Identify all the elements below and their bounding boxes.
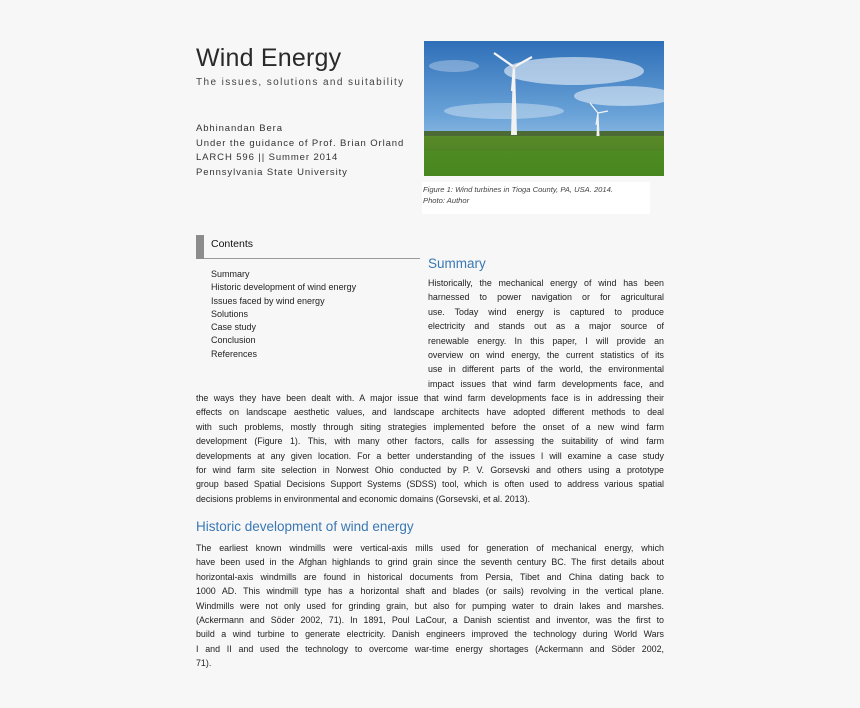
text-line: 71).: [196, 658, 212, 669]
text-line: electricity and stands out as a major source of: [428, 321, 664, 332]
text-line: use. Today wind energy is captured to produce: [428, 306, 664, 317]
text-line: impact issues that wind farm developments face, and: [428, 378, 664, 389]
text-line: Historically, the mechanical energy of wind has been: [428, 278, 664, 288]
text-line: development (Figure 1). This, with many other factors, calls for assessing the suitability of wind farm: [196, 436, 664, 447]
text-line: harnessed to power navigation or for agricultural: [428, 292, 664, 303]
historic-paragraph: [196, 541, 664, 671]
toc-item[interactable]: References: [211, 348, 258, 359]
text-line: I and II and used the technology to overcome war-time energy shortages (Ackermann and Söder 2002,: [196, 643, 664, 654]
text-line: have been used in the Afghan highlands to grind grain since the seventh century BC. The first details about: [196, 557, 664, 568]
toc-item[interactable]: Case study: [211, 322, 257, 333]
document-title: Wind Energy: [196, 44, 342, 72]
text-line: (Ackermann and Söder 2002, 71). In 1891, Poul LaCour, a Danish scientist and inventor, was the first to: [196, 614, 664, 625]
wind-turbine-photo: [424, 41, 664, 176]
advisor-line: Under the guidance of Prof. Brian Orland: [196, 137, 405, 149]
toc-item[interactable]: Conclusion: [211, 335, 256, 346]
university-line: Pennsylvania State University: [196, 166, 348, 178]
summary-paragraph: [196, 391, 664, 506]
toc-item[interactable]: Solutions: [211, 308, 249, 319]
contents-header: [196, 235, 420, 259]
document-subtitle: The issues, solutions and suitability: [196, 77, 405, 88]
text-line: group based Spatial Decisions Support Systems (SDSS) tool, which is often used to address various spatial: [196, 479, 664, 490]
summary-heading: Summary: [428, 256, 486, 271]
toc-item[interactable]: Summary: [211, 269, 250, 279]
text-line: 1000 AD. This windmill type has a horizontal shaft and blades (or sails) revolving in the vertical plane.: [196, 586, 664, 597]
text-line: Windmills were not only used for grinding grain, but also for pumping water to drain lakes and marshes.: [196, 600, 664, 611]
text-line: for wind farm site selection in Norwest Ohio conducted by P. V. Gorsevski and others using a prototype: [196, 464, 664, 475]
text-line: overview on wind energy, the current statistics of its: [428, 349, 664, 360]
toc-item[interactable]: Issues faced by wind energy: [211, 295, 325, 306]
text-line: the ways they have been dealt with. A major issue that wind farm developments face is in addressing their: [196, 393, 664, 403]
table-of-contents: [211, 268, 356, 361]
text-line: with such problems, mostly through siting strategies implemented before the onset of a new wind farm: [196, 421, 664, 432]
text-line: developments at any given location. For a better understanding of the issues I will examine a case study: [196, 450, 664, 461]
author-block: [196, 122, 404, 180]
summary-column-text: [428, 276, 664, 391]
figure-caption: [422, 182, 650, 214]
text-line: effects on landscape aesthetic values, and landscape architects have adopted different methods to deal: [196, 407, 664, 418]
caption-credit: Photo: Author: [423, 196, 470, 205]
caption-line: Figure 1: Wind turbines in Tioga County, PA, USA. 2014.: [423, 185, 613, 194]
historic-heading: Historic development of wind energy: [196, 519, 414, 534]
toc-item[interactable]: Historic development of wind energy: [211, 282, 357, 293]
text-line: use in different parts of the world, the environmental: [428, 364, 664, 375]
text-line: The earliest known windmills were vertical-axis mills used for generation of mechanical energy, which: [196, 543, 664, 553]
contents-accent-bar: [196, 235, 204, 259]
contents-rule: [204, 258, 420, 259]
author-name: Abhinandan Bera: [196, 123, 283, 134]
text-line: horizontal-axis windmills are found in historical documents from Persia, Tibet and China dating back to: [196, 571, 664, 582]
text-line: renewable energy. In this paper, I will provide an: [428, 335, 664, 346]
text-line: build a wind turbine to generate electricity. Danish engineers improved the technology during World Wars: [196, 629, 664, 640]
text-line: decisions problems in environmental and economic domains (Gorsevski, et al. 2013).: [196, 493, 530, 504]
course-line: LARCH 596 || Summer 2014: [196, 152, 339, 163]
contents-title: Contents: [211, 238, 254, 250]
